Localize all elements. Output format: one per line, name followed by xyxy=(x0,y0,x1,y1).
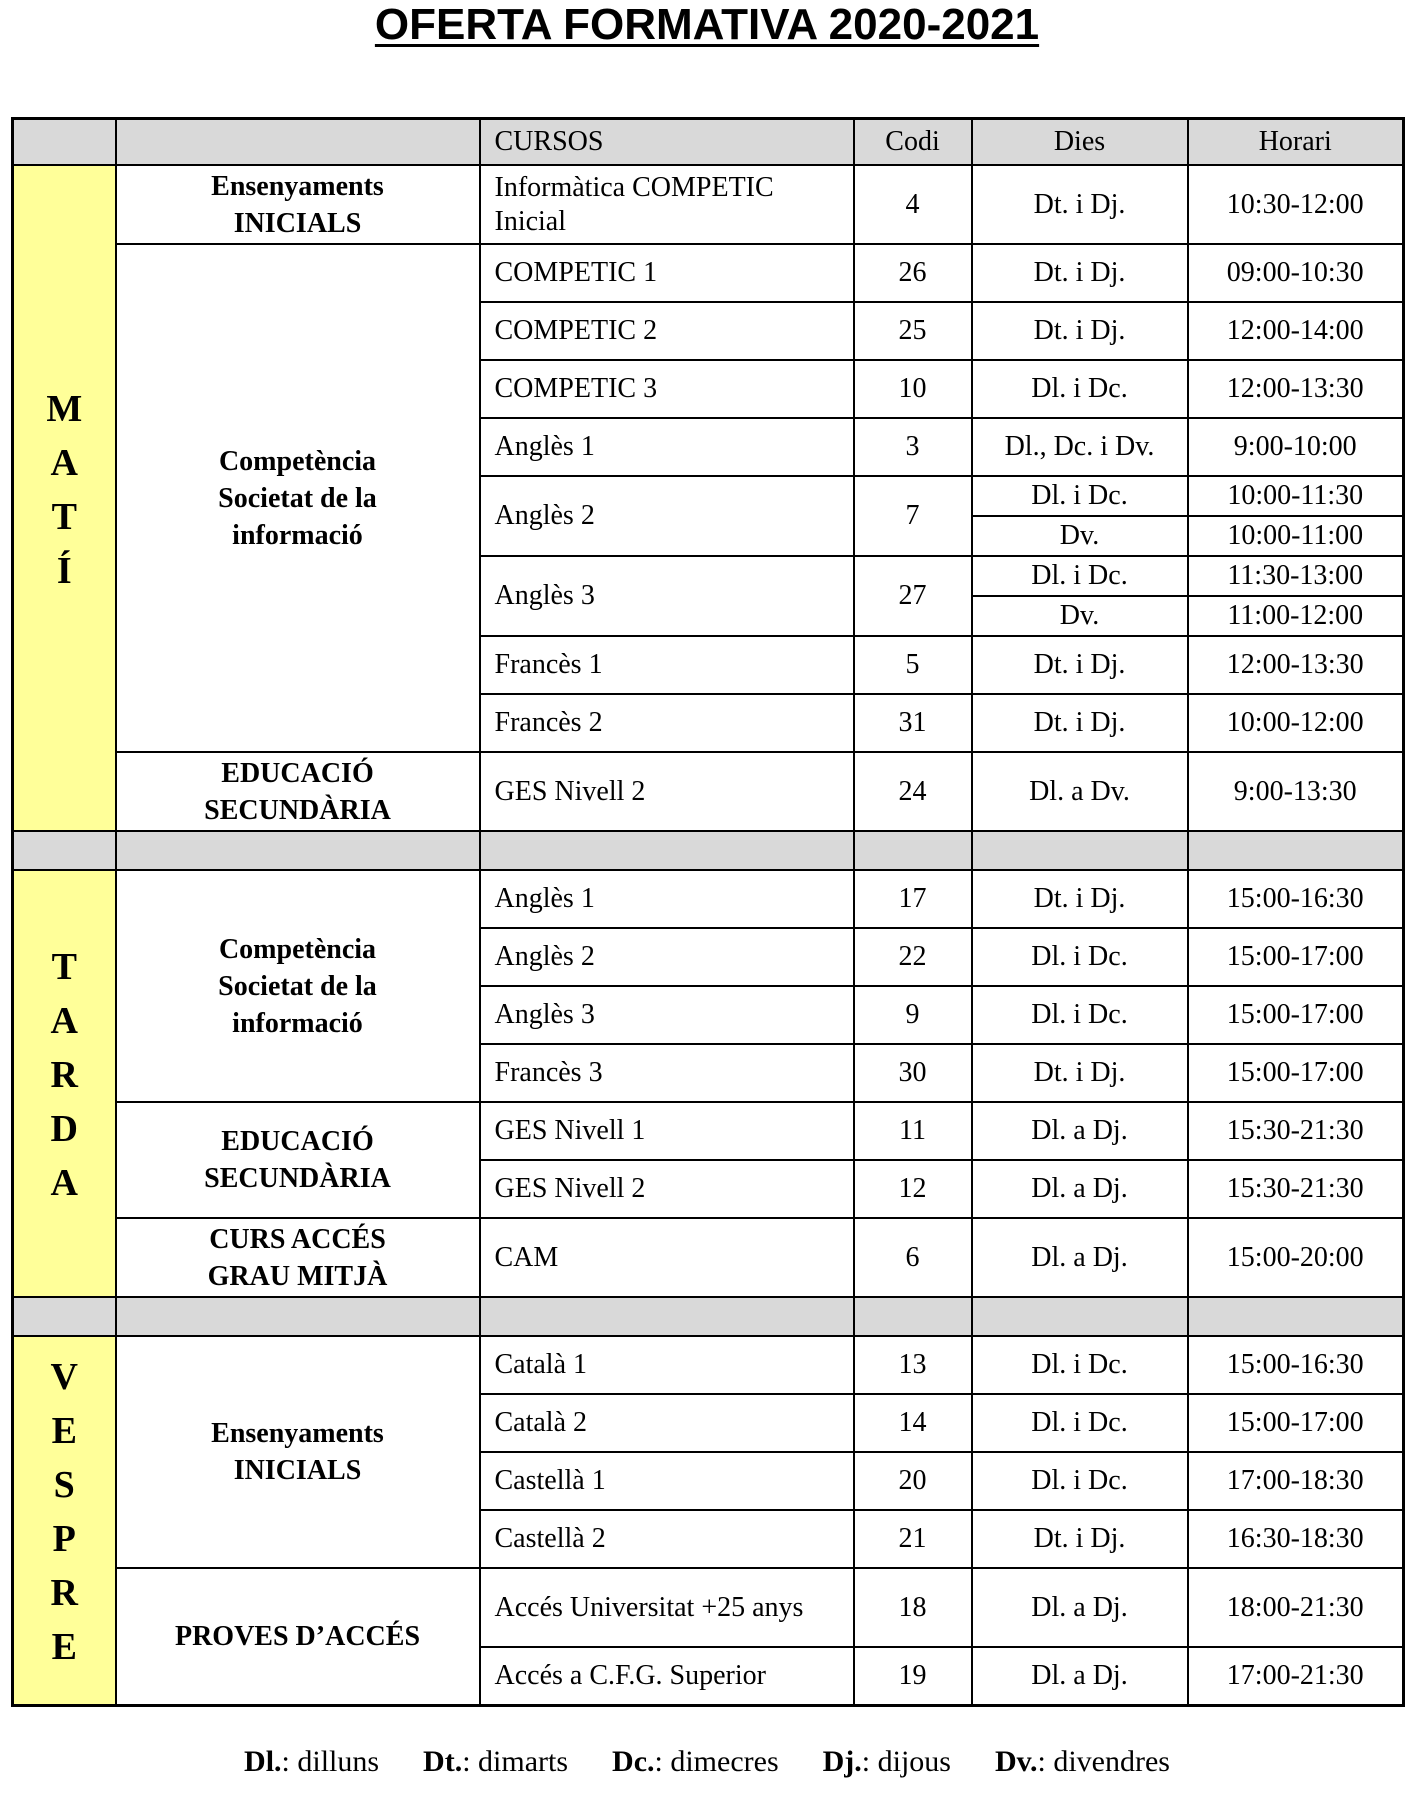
spacer-cell xyxy=(116,1297,480,1336)
course-days: Dl. i Dc. xyxy=(972,556,1188,596)
course-time: 11:30-13:00 xyxy=(1188,556,1404,596)
course-days: Dv. xyxy=(972,516,1188,556)
course-code: 21 xyxy=(854,1510,972,1568)
course-code: 17 xyxy=(854,870,972,928)
spacer-cell xyxy=(854,1297,972,1336)
spacer-cell xyxy=(854,831,972,870)
legend-item-0 xyxy=(244,1745,379,1779)
course-time: 15:00-17:00 xyxy=(1188,1044,1404,1102)
course-code: 9 xyxy=(854,986,972,1044)
course-time: 15:30-21:30 xyxy=(1188,1160,1404,1218)
legend-text: : dimarts xyxy=(462,1745,569,1778)
legend-abbr: Dt. xyxy=(423,1745,463,1778)
course-time: 15:30-21:30 xyxy=(1188,1102,1404,1160)
course-days: Dl. a Dj. xyxy=(972,1218,1188,1297)
legend-text: : dilluns xyxy=(281,1745,380,1778)
course-code: 13 xyxy=(854,1336,972,1394)
course-code: 6 xyxy=(854,1218,972,1297)
legend-item-2 xyxy=(612,1745,779,1779)
group-label-line: informació xyxy=(232,519,363,551)
legend-item-1 xyxy=(423,1745,568,1779)
spacer-cell xyxy=(480,831,854,870)
course-name: GES Nivell 2 xyxy=(480,1160,854,1218)
course-days: Dl. i Dc. xyxy=(972,360,1188,418)
group-label xyxy=(116,1102,480,1218)
table-row xyxy=(13,165,1404,244)
spacer-row xyxy=(13,831,1404,870)
course-code: 20 xyxy=(854,1452,972,1510)
course-time: 10:00-11:30 xyxy=(1188,476,1404,516)
header-blank xyxy=(13,119,116,166)
course-days: Dl. a Dj. xyxy=(972,1647,1188,1706)
course-name: Català 1 xyxy=(480,1336,854,1394)
course-code: 24 xyxy=(854,752,972,831)
course-time: 15:00-16:30 xyxy=(1188,1336,1404,1394)
page-title xyxy=(0,0,1414,50)
course-time: 10:30-12:00 xyxy=(1188,165,1404,244)
header-cursos: CURSOS xyxy=(480,119,854,166)
course-days: Dt. i Dj. xyxy=(972,870,1188,928)
course-code: 25 xyxy=(854,302,972,360)
group-label xyxy=(116,1336,480,1568)
table-row xyxy=(13,870,1404,928)
course-name: Anglès 2 xyxy=(480,476,854,556)
course-time: 09:00-10:30 xyxy=(1188,244,1404,302)
group-label-line: PROVES D’ACCÉS xyxy=(174,1621,421,1652)
course-name: COMPETIC 1 xyxy=(480,244,854,302)
group-label-line: Competència xyxy=(218,933,377,965)
course-time: 10:00-12:00 xyxy=(1188,694,1404,752)
course-name: Informàtica COMPETIC Inicial xyxy=(480,165,854,244)
course-days: Dt. i Dj. xyxy=(972,302,1188,360)
course-table xyxy=(11,117,1405,1707)
group-label-line: SECUNDÀRIA xyxy=(204,1163,391,1194)
course-code: 31 xyxy=(854,694,972,752)
course-time: 17:00-21:30 xyxy=(1188,1647,1404,1706)
course-time: 12:00-13:30 xyxy=(1188,360,1404,418)
section-name: VESPRE xyxy=(43,1356,86,1680)
course-name: Anglès 1 xyxy=(480,870,854,928)
course-time: 16:30-18:30 xyxy=(1188,1510,1404,1568)
section-label-cell xyxy=(13,870,116,1297)
course-code: 7 xyxy=(854,476,972,556)
course-code: 22 xyxy=(854,928,972,986)
spacer-cell xyxy=(972,1297,1188,1336)
course-time: 15:00-16:30 xyxy=(1188,870,1404,928)
table-row xyxy=(13,244,1404,302)
spacer-cell xyxy=(480,1297,854,1336)
course-name: CAM xyxy=(480,1218,854,1297)
course-name: GES Nivell 2 xyxy=(480,752,854,831)
legend-text: : divendres xyxy=(1037,1745,1170,1778)
course-code: 4 xyxy=(854,165,972,244)
course-days: Dt. i Dj. xyxy=(972,165,1188,244)
course-time: 17:00-18:30 xyxy=(1188,1452,1404,1510)
group-label xyxy=(116,870,480,1102)
table-header xyxy=(13,119,1404,166)
spacer-cell xyxy=(1188,1297,1404,1336)
section-label-cell xyxy=(13,1336,116,1706)
group-label-line: Ensenyaments xyxy=(211,1418,384,1449)
course-time: 18:00-21:30 xyxy=(1188,1568,1404,1647)
course-code: 12 xyxy=(854,1160,972,1218)
course-code: 18 xyxy=(854,1568,972,1647)
course-name: Anglès 3 xyxy=(480,986,854,1044)
course-code: 26 xyxy=(854,244,972,302)
course-days: Dl. a Dv. xyxy=(972,752,1188,831)
group-label-line: Competència xyxy=(218,445,377,477)
table-row xyxy=(13,1218,1404,1297)
table-row xyxy=(13,752,1404,831)
course-days: Dl. i Dc. xyxy=(972,1452,1188,1510)
table-row xyxy=(13,1102,1404,1160)
course-name: Castellà 2 xyxy=(480,1510,854,1568)
spacer-cell xyxy=(13,1297,116,1336)
legend-abbr: Dc. xyxy=(612,1745,655,1778)
section-name: TARDA xyxy=(43,946,86,1216)
course-days: Dt. i Dj. xyxy=(972,1510,1188,1568)
legend xyxy=(0,1745,1414,1779)
course-name: Anglès 1 xyxy=(480,418,854,476)
course-time: 15:00-17:00 xyxy=(1188,986,1404,1044)
course-time: 9:00-10:00 xyxy=(1188,418,1404,476)
legend-text: : dimecres xyxy=(654,1745,779,1778)
course-code: 10 xyxy=(854,360,972,418)
header-horari: Horari xyxy=(1188,119,1404,166)
course-days: Dl., Dc. i Dv. xyxy=(972,418,1188,476)
group-label-line: SECUNDÀRIA xyxy=(204,794,391,826)
course-days: Dl. i Dc. xyxy=(972,1336,1188,1394)
group-label-line: Societat de la xyxy=(218,970,377,1002)
course-days: Dl. i Dc. xyxy=(972,1394,1188,1452)
group-label-line: INICIALS xyxy=(233,1455,362,1486)
course-days: Dt. i Dj. xyxy=(972,694,1188,752)
course-code: 5 xyxy=(854,636,972,694)
course-name: Accés a C.F.G. Superior xyxy=(480,1647,854,1706)
course-time: 10:00-11:00 xyxy=(1188,516,1404,556)
course-time: 12:00-13:30 xyxy=(1188,636,1404,694)
group-label xyxy=(116,244,480,752)
table-row xyxy=(13,1568,1404,1647)
course-name: COMPETIC 3 xyxy=(480,360,854,418)
course-code: 27 xyxy=(854,556,972,636)
legend-item-4 xyxy=(995,1745,1170,1779)
course-name: Anglès 3 xyxy=(480,556,854,636)
section-name: MATÍ xyxy=(43,387,86,604)
course-days: Dl. a Dj. xyxy=(972,1568,1188,1647)
course-days: Dl. i Dc. xyxy=(972,928,1188,986)
spacer-cell xyxy=(116,831,480,870)
group-label xyxy=(116,1568,480,1706)
group-label-line: Societat de la xyxy=(218,482,377,514)
course-name: Francès 2 xyxy=(480,694,854,752)
title-text: OFERTA FORMATIVA 2020-2021 xyxy=(374,0,1040,49)
spacer-cell xyxy=(972,831,1188,870)
course-time: 15:00-20:00 xyxy=(1188,1218,1404,1297)
course-name: COMPETIC 2 xyxy=(480,302,854,360)
course-code: 11 xyxy=(854,1102,972,1160)
group-label-line: EDUCACIÓ xyxy=(221,1126,374,1157)
header-codi: Codi xyxy=(854,119,972,166)
group-label-line: INICIALS xyxy=(233,207,362,239)
legend-abbr: Dl. xyxy=(244,1745,282,1778)
group-label-line: EDUCACIÓ xyxy=(221,757,374,789)
course-name: Català 2 xyxy=(480,1394,854,1452)
course-name: GES Nivell 1 xyxy=(480,1102,854,1160)
course-days: Dl. i Dc. xyxy=(972,986,1188,1044)
table-row xyxy=(13,1336,1404,1394)
section-label-cell xyxy=(13,165,116,831)
course-code: 3 xyxy=(854,418,972,476)
legend-abbr: Dj. xyxy=(822,1745,862,1778)
course-name: Francès 1 xyxy=(480,636,854,694)
spacer-cell xyxy=(13,831,116,870)
group-label-line: CURS ACCÉS xyxy=(209,1223,386,1255)
group-label xyxy=(116,1218,480,1297)
group-label-line: informació xyxy=(232,1007,363,1039)
course-time: 11:00-12:00 xyxy=(1188,596,1404,636)
course-code: 19 xyxy=(854,1647,972,1706)
course-name: Accés Universitat +25 anys xyxy=(480,1568,854,1647)
course-days: Dt. i Dj. xyxy=(972,1044,1188,1102)
spacer-cell xyxy=(1188,831,1404,870)
spacer-row xyxy=(13,1297,1404,1336)
course-name: Francès 3 xyxy=(480,1044,854,1102)
legend-item-3 xyxy=(823,1745,951,1779)
course-code: 14 xyxy=(854,1394,972,1452)
header-dies: Dies xyxy=(972,119,1188,166)
course-days: Dl. i Dc. xyxy=(972,476,1188,516)
course-days: Dt. i Dj. xyxy=(972,636,1188,694)
group-label-line: Ensenyaments xyxy=(211,170,384,202)
course-name: Anglès 2 xyxy=(480,928,854,986)
course-code: 30 xyxy=(854,1044,972,1102)
course-days: Dv. xyxy=(972,596,1188,636)
course-time: 15:00-17:00 xyxy=(1188,1394,1404,1452)
course-time: 9:00-13:30 xyxy=(1188,752,1404,831)
course-days: Dl. a Dj. xyxy=(972,1160,1188,1218)
legend-abbr: Dv. xyxy=(994,1745,1038,1778)
group-label xyxy=(116,752,480,831)
header-blank xyxy=(116,119,480,166)
course-name: Castellà 1 xyxy=(480,1452,854,1510)
course-time: 12:00-14:00 xyxy=(1188,302,1404,360)
course-days: Dl. a Dj. xyxy=(972,1102,1188,1160)
course-days: Dt. i Dj. xyxy=(972,244,1188,302)
group-label xyxy=(116,165,480,244)
legend-text: : dijous xyxy=(861,1745,951,1778)
course-time: 15:00-17:00 xyxy=(1188,928,1404,986)
group-label-line: GRAU MITJÀ xyxy=(207,1260,388,1292)
